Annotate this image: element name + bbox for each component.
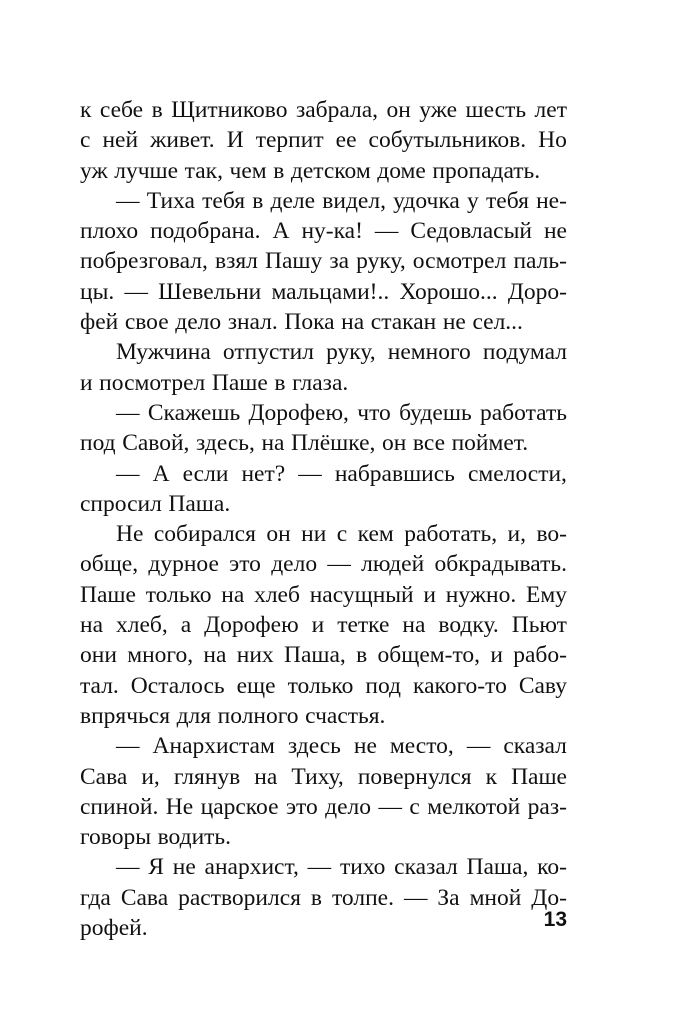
text-line: к себе в Щитниково забрала, он уже шесть лет xyxy=(80,97,567,123)
paragraph xyxy=(80,398,567,459)
text-line: с ней живет. И терпит ее собутыльников. Но xyxy=(80,127,567,154)
text-line: говоры водить. xyxy=(80,824,232,851)
text-line: — А если нет? — набравшись смелости, xyxy=(116,460,567,487)
book-page-text xyxy=(80,95,567,943)
page-number: 13 xyxy=(543,908,567,931)
text-line: плохо подобрана. А ну-ка! — Седовласый не xyxy=(80,218,567,245)
text-line: они много, на них Паша, в общем-то, и рабо- xyxy=(80,642,567,669)
text-line: на хлеб, а Дорофею и тетке на водку. Пьют xyxy=(80,612,567,639)
text-line: гда Сава растворился в толпе. — За мной До- xyxy=(80,884,567,911)
paragraph xyxy=(80,95,567,186)
text-line: обще, дурное это дело — людей обкрадывать. xyxy=(80,551,567,578)
text-line: — Анархистам здесь не место, — сказал xyxy=(116,733,567,760)
text-line: рофей. xyxy=(80,915,148,942)
paragraph xyxy=(80,337,567,398)
text-line: тал. Осталось еще только под какого-то Саву xyxy=(80,672,567,699)
text-line: уж лучше так, чем в детском доме пропадать. xyxy=(80,157,541,184)
text-line: — Тиха тебя в деле видел, удочка у тебя не- xyxy=(116,187,567,214)
text-line: спиной. Не царское это дело — с мелкотой раз- xyxy=(80,793,567,820)
text-line: цы. — Шевельни мальцами!.. Хорошо... Доро- xyxy=(80,278,567,305)
text-line: впрячься для полного счастья. xyxy=(80,702,386,729)
text-line: спросил Паша. xyxy=(80,490,231,517)
paragraph xyxy=(80,731,567,852)
text-line: под Савой, здесь, на Плёшке, он все поймет. xyxy=(80,430,529,457)
text-line: — Я не анархист, — тихо сказал Паша, ко- xyxy=(116,854,567,881)
text-line: Сава и, глянув на Тиху, повернулся к Паше xyxy=(80,763,567,790)
paragraph xyxy=(80,459,567,520)
text-line: и посмотрел Паше в глаза. xyxy=(80,369,349,396)
text-line: Паше только на хлеб насущный и нужно. Ему xyxy=(80,581,567,608)
text-line: Мужчина отпустил руку, немного подумал xyxy=(116,339,567,366)
text-line: — Скажешь Дорофею, что будешь работать xyxy=(116,399,567,426)
paragraph xyxy=(80,519,567,731)
paragraph xyxy=(80,186,567,337)
paragraph xyxy=(80,852,567,943)
text-line: побрезговал, взял Пашу за руку, осмотрел паль- xyxy=(80,248,567,275)
text-line: Не собирался он ни с кем работать, и, во- xyxy=(116,521,567,548)
text-line: фей свое дело знал. Пока на стакан не сел... xyxy=(80,309,523,336)
